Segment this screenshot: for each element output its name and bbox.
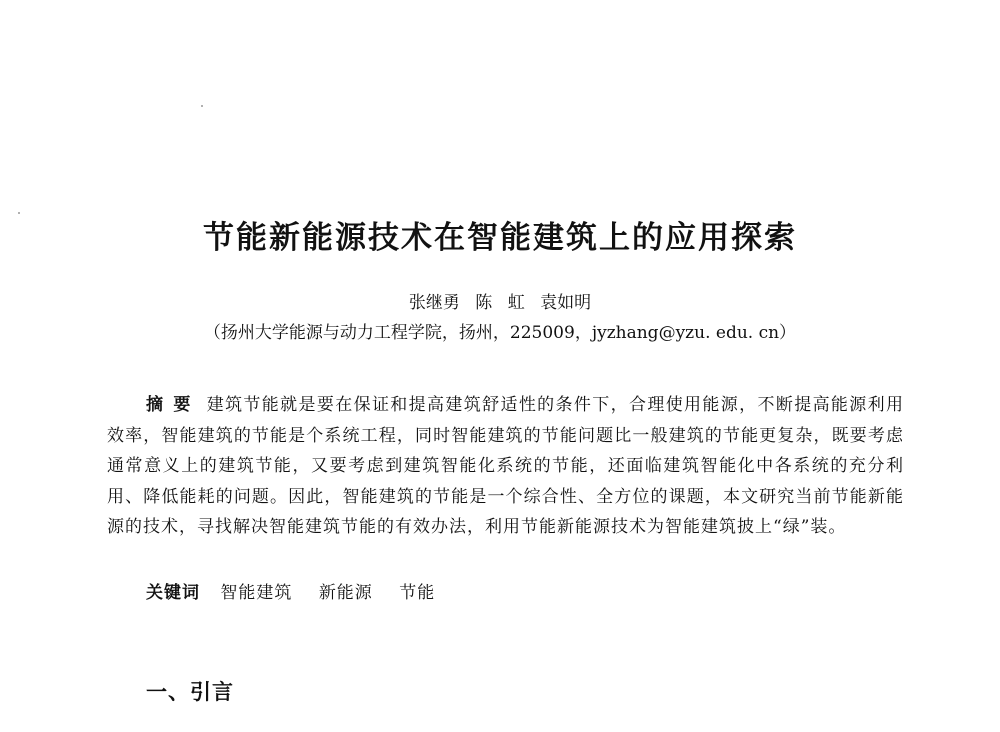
keywords-line <box>146 578 455 603</box>
section-heading: 一、引言 <box>146 680 234 704</box>
keyword-item: 节能 <box>399 583 436 603</box>
keyword-item: 新能源 <box>318 583 373 603</box>
author-list: 张继勇 陈 虹 袁如明 <box>408 293 592 313</box>
paper-title: 节能新能源技术在智能建筑上的应用探索 <box>203 220 797 256</box>
author-affiliation: （扬州大学能源与动力工程学院，扬州，225009，jyzhang@yzu. edu. cn） <box>203 323 797 343</box>
abstract-label: 摘要 <box>146 395 201 415</box>
abstract-paragraph <box>107 390 904 543</box>
keywords-label: 关键词 <box>146 583 200 603</box>
keyword-item: 智能建筑 <box>220 583 293 603</box>
abstract-text: 建筑节能就是要在保证和提高建筑舒适性的条件下，合理使用能源，不断提高能源利用效率，智能建筑的节能是个系统工程，同时智能建筑的节能问题比一般建筑的节能更复杂，既要考虑通常意义上的建筑节能，又要考虑到建筑智能化系统的节能，还面临建筑智能化中各系统的充分利用、降低能耗的问题。因此，智能建筑的节能是一个综合性、全方位的课题，本文研究当前节能新能源的技术，寻找解决智能建筑节能的有效办法，利用节能新能源技术为智能建筑披上“绿”装。 <box>107 395 904 537</box>
scan-speck <box>201 105 203 107</box>
